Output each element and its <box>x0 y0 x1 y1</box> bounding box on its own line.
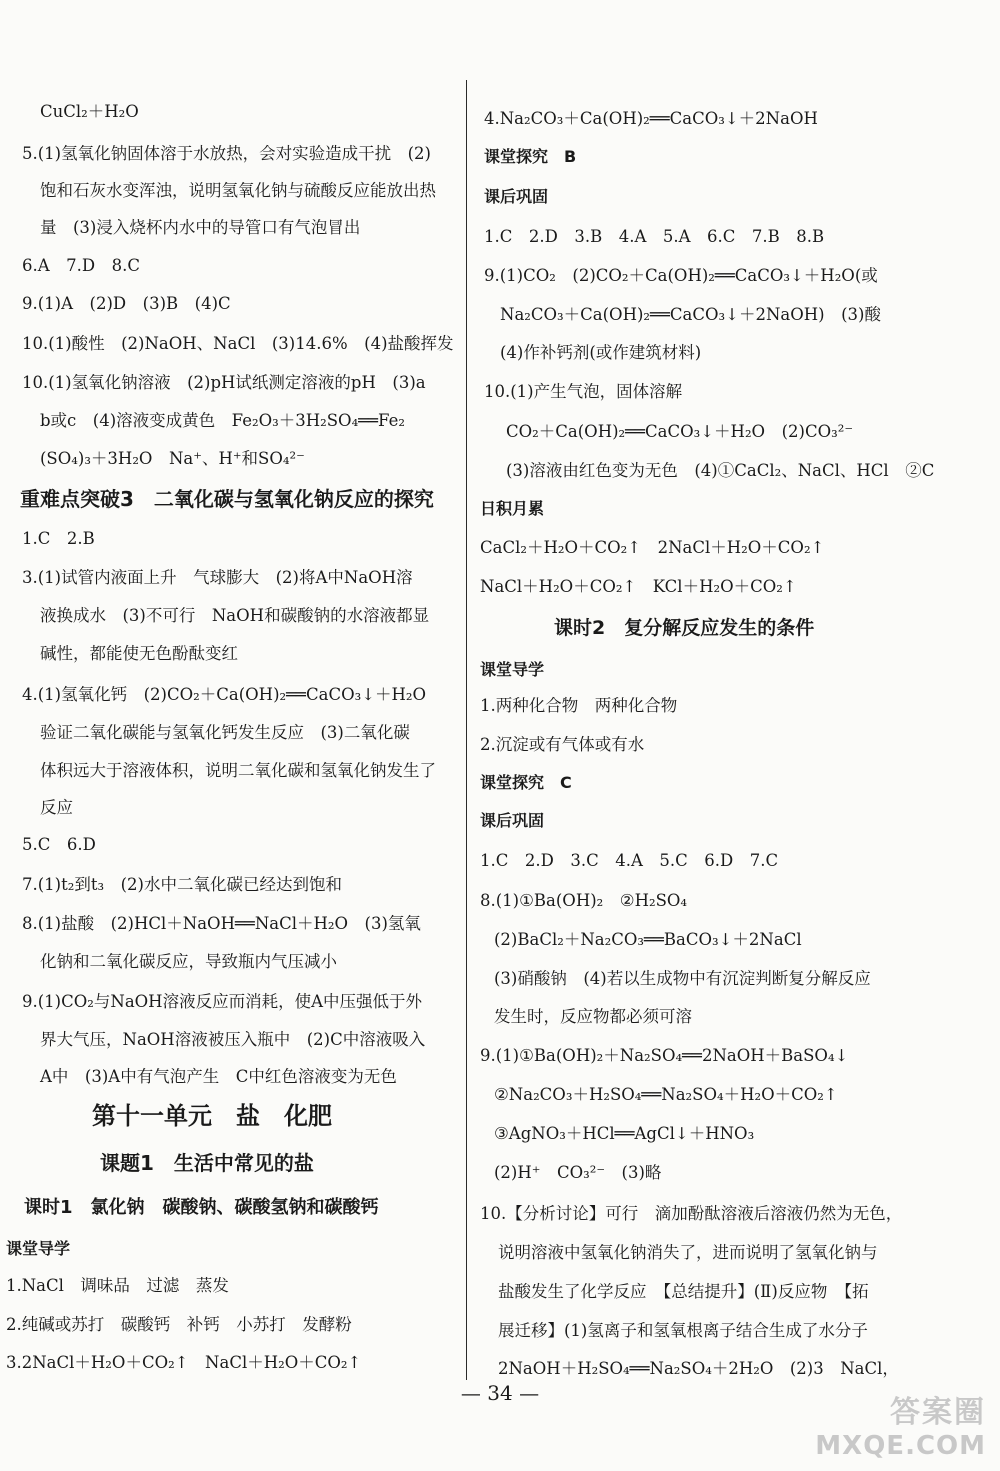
text-line: 3.2NaCl＋H₂O＋CO₂↑ NaCl＋H₂O＋CO₂↑ <box>6 1353 362 1372</box>
subsection-label: 课后巩固 <box>480 811 545 830</box>
text-line: NaCl＋H₂O＋CO₂↑ KCl＋H₂O＋CO₂↑ <box>480 577 797 596</box>
watermark-logo-text: 答案圈 <box>890 1395 986 1430</box>
text-line: 1.C 2.D 3.B 4.A 5.A 6.C 7.B 8.B <box>484 227 825 246</box>
subsection-label: 课后巩固 <box>484 187 549 206</box>
text-line: 1.两种化合物 两种化合物 <box>480 696 678 715</box>
text-line: 验证二氧化碳能与氢氧化钙发生反应 (3)二氧化碳 <box>40 723 410 742</box>
page-number: — 34 — <box>460 1381 540 1405</box>
section-heading: 重难点突破3 二氧化碳与氢氧化钠反应的探究 <box>20 487 434 511</box>
text-line: 饱和石灰水变浑浊，说明氢氧化钠与硫酸反应能放出热 <box>40 181 436 200</box>
column-divider <box>466 80 467 1380</box>
text-line: 4.Na₂CO₃＋Ca(OH)₂══CaCO₃↓＋2NaOH <box>484 109 818 128</box>
text-line: 体积远大于溶液体积，说明二氧化碳和氢氧化钠发生了 <box>40 761 436 780</box>
text-line: 1.C 2.B <box>22 529 95 548</box>
text-line: 1.C 2.D 3.C 4.A 5.C 6.D 7.C <box>480 851 779 870</box>
lesson-title: 课题1 生活中常见的盐 <box>100 1151 314 1175</box>
text-line: 8.(1)①Ba(OH)₂ ②H₂SO₄ <box>480 891 688 910</box>
text-line: Na₂CO₃＋Ca(OH)₂══CaCO₃↓＋2NaOH) (3)酸 <box>500 305 881 324</box>
text-line: (3)硝酸钠 (4)若以生成物中有沉淀判断复分解反应 <box>494 969 871 988</box>
text-line: 盐酸发生了化学反应 【总结提升】(Ⅱ)反应物 【拓 <box>498 1282 869 1301</box>
text-line: 发生时，反应物都必须可溶 <box>494 1007 692 1026</box>
text-line: 2.沉淀或有气体或有水 <box>480 735 645 754</box>
text-line: 10.(1)产生气泡，固体溶解 <box>484 382 683 401</box>
text-line: 反应 <box>40 798 73 817</box>
text-line: 9.(1)CO₂ (2)CO₂＋Ca(OH)₂══CaCO₃↓＋H₂O(或 <box>484 266 878 285</box>
text-line: CaCl₂＋H₂O＋CO₂↑ 2NaCl＋H₂O＋CO₂↑ <box>480 538 825 557</box>
text-line: ②Na₂CO₃＋H₂SO₄══Na₂SO₄＋H₂O＋CO₂↑ <box>494 1085 838 1104</box>
subsection-label: 课堂探究 B <box>484 147 577 166</box>
text-line: 化钠和二氧化碳反应，导致瓶内气压减小 <box>40 952 337 971</box>
text-line: 量 (3)浸入烧杯内水中的导管口有气泡冒出 <box>40 218 361 237</box>
text-line: 展迁移】(1)氢离子和氢氧根离子结合生成了水分子 <box>498 1321 868 1340</box>
text-line: 2.纯碱或苏打 碳酸钙 补钙 小苏打 发酵粉 <box>6 1315 352 1334</box>
text-line: 10.(1)氢氧化钠溶液 (2)pH试纸测定溶液的pH (3)a <box>22 373 426 392</box>
text-line: 9.(1)A (2)D (3)B (4)C <box>22 294 231 313</box>
text-line: 液换成水 (3)不可行 NaOH和碳酸钠的水溶液都显 <box>40 606 430 625</box>
text-line: 1.NaCl 调味品 过滤 蒸发 <box>6 1276 229 1295</box>
unit-title: 第十一单元 盐 化肥 <box>92 1102 332 1130</box>
text-line: 2NaOH＋H₂SO₄══Na₂SO₄＋2H₂O (2)3 NaCl， <box>498 1359 899 1378</box>
text-line: 说明溶液中氢氧化钠消失了，进而说明了氢氧化钠与 <box>498 1243 878 1262</box>
text-line: 9.(1)CO₂与NaOH溶液反应而消耗，使A中压强低于外 <box>22 992 422 1011</box>
text-line: 界大气压，NaOH溶液被压入瓶中 (2)C中溶液吸入 <box>40 1030 426 1049</box>
subsection-label: 课堂导学 <box>6 1239 71 1258</box>
text-line: 10.【分析讨论】可行 滴加酚酞溶液后溶液仍然为无色， <box>480 1204 903 1223</box>
text-line: A中 (3)A中有气泡产生 C中红色溶液变为无色 <box>40 1067 397 1086</box>
text-line: 3.(1)试管内液面上升 气球膨大 (2)将A中NaOH溶 <box>22 568 413 587</box>
text-line: 4.(1)氢氧化钙 (2)CO₂＋Ca(OH)₂══CaCO₃↓＋H₂O <box>22 685 427 704</box>
text-line: CuCl₂＋H₂O <box>40 102 139 121</box>
period-title: 课时2 复分解反应发生的条件 <box>554 617 815 639</box>
text-line: b或c (4)溶液变成黄色 Fe₂O₃＋3H₂SO₄══Fe₂ <box>40 411 405 430</box>
text-line: 5.(1)氢氧化钠固体溶于水放热，会对实验造成干扰 (2) <box>22 144 431 163</box>
text-line: CO₂＋Ca(OH)₂══CaCO₃↓＋H₂O (2)CO₃²⁻ <box>506 422 854 441</box>
watermark-url: MXQE.COM <box>815 1431 986 1461</box>
text-line: (2)BaCl₂＋Na₂CO₃══BaCO₃↓＋2NaCl <box>494 930 802 949</box>
text-line: 5.C 6.D <box>22 835 96 854</box>
watermark <box>815 1387 986 1461</box>
text-line: 碱性，都能使无色酚酞变红 <box>40 644 238 663</box>
subsection-label: 日积月累 <box>480 499 545 518</box>
text-line: (3)溶液由红色变为无色 (4)①CaCl₂、NaCl、HCl ②C <box>506 461 935 480</box>
subsection-label: 课堂导学 <box>480 660 545 679</box>
text-line: 9.(1)①Ba(OH)₂＋Na₂SO₄══2NaOH＋BaSO₄↓ <box>480 1046 849 1065</box>
subsection-label: 课堂探究 C <box>480 773 572 792</box>
text-line: 8.(1)盐酸 (2)HCl＋NaOH══NaCl＋H₂O (3)氢氧 <box>22 914 421 933</box>
period-title: 课时1 氯化钠 碳酸钠、碳酸氢钠和碳酸钙 <box>24 1197 379 1218</box>
text-line: (4)作补钙剂(或作建筑材料) <box>500 343 702 362</box>
text-line: (SO₄)₃＋3H₂O Na⁺、H⁺和SO₄²⁻ <box>40 449 305 468</box>
text-line: 10.(1)酸性 (2)NaOH、NaCl (3)14.6% (4)盐酸挥发 <box>22 334 454 353</box>
text-line: ③AgNO₃＋HCl══AgCl↓＋HNO₃ <box>494 1124 755 1143</box>
text-line: 7.(1)t₂到t₃ (2)水中二氧化碳已经达到饱和 <box>22 875 342 894</box>
text-line: (2)H⁺ CO₃²⁻ (3)略 <box>494 1163 662 1182</box>
text-line: 6.A 7.D 8.C <box>22 256 140 275</box>
